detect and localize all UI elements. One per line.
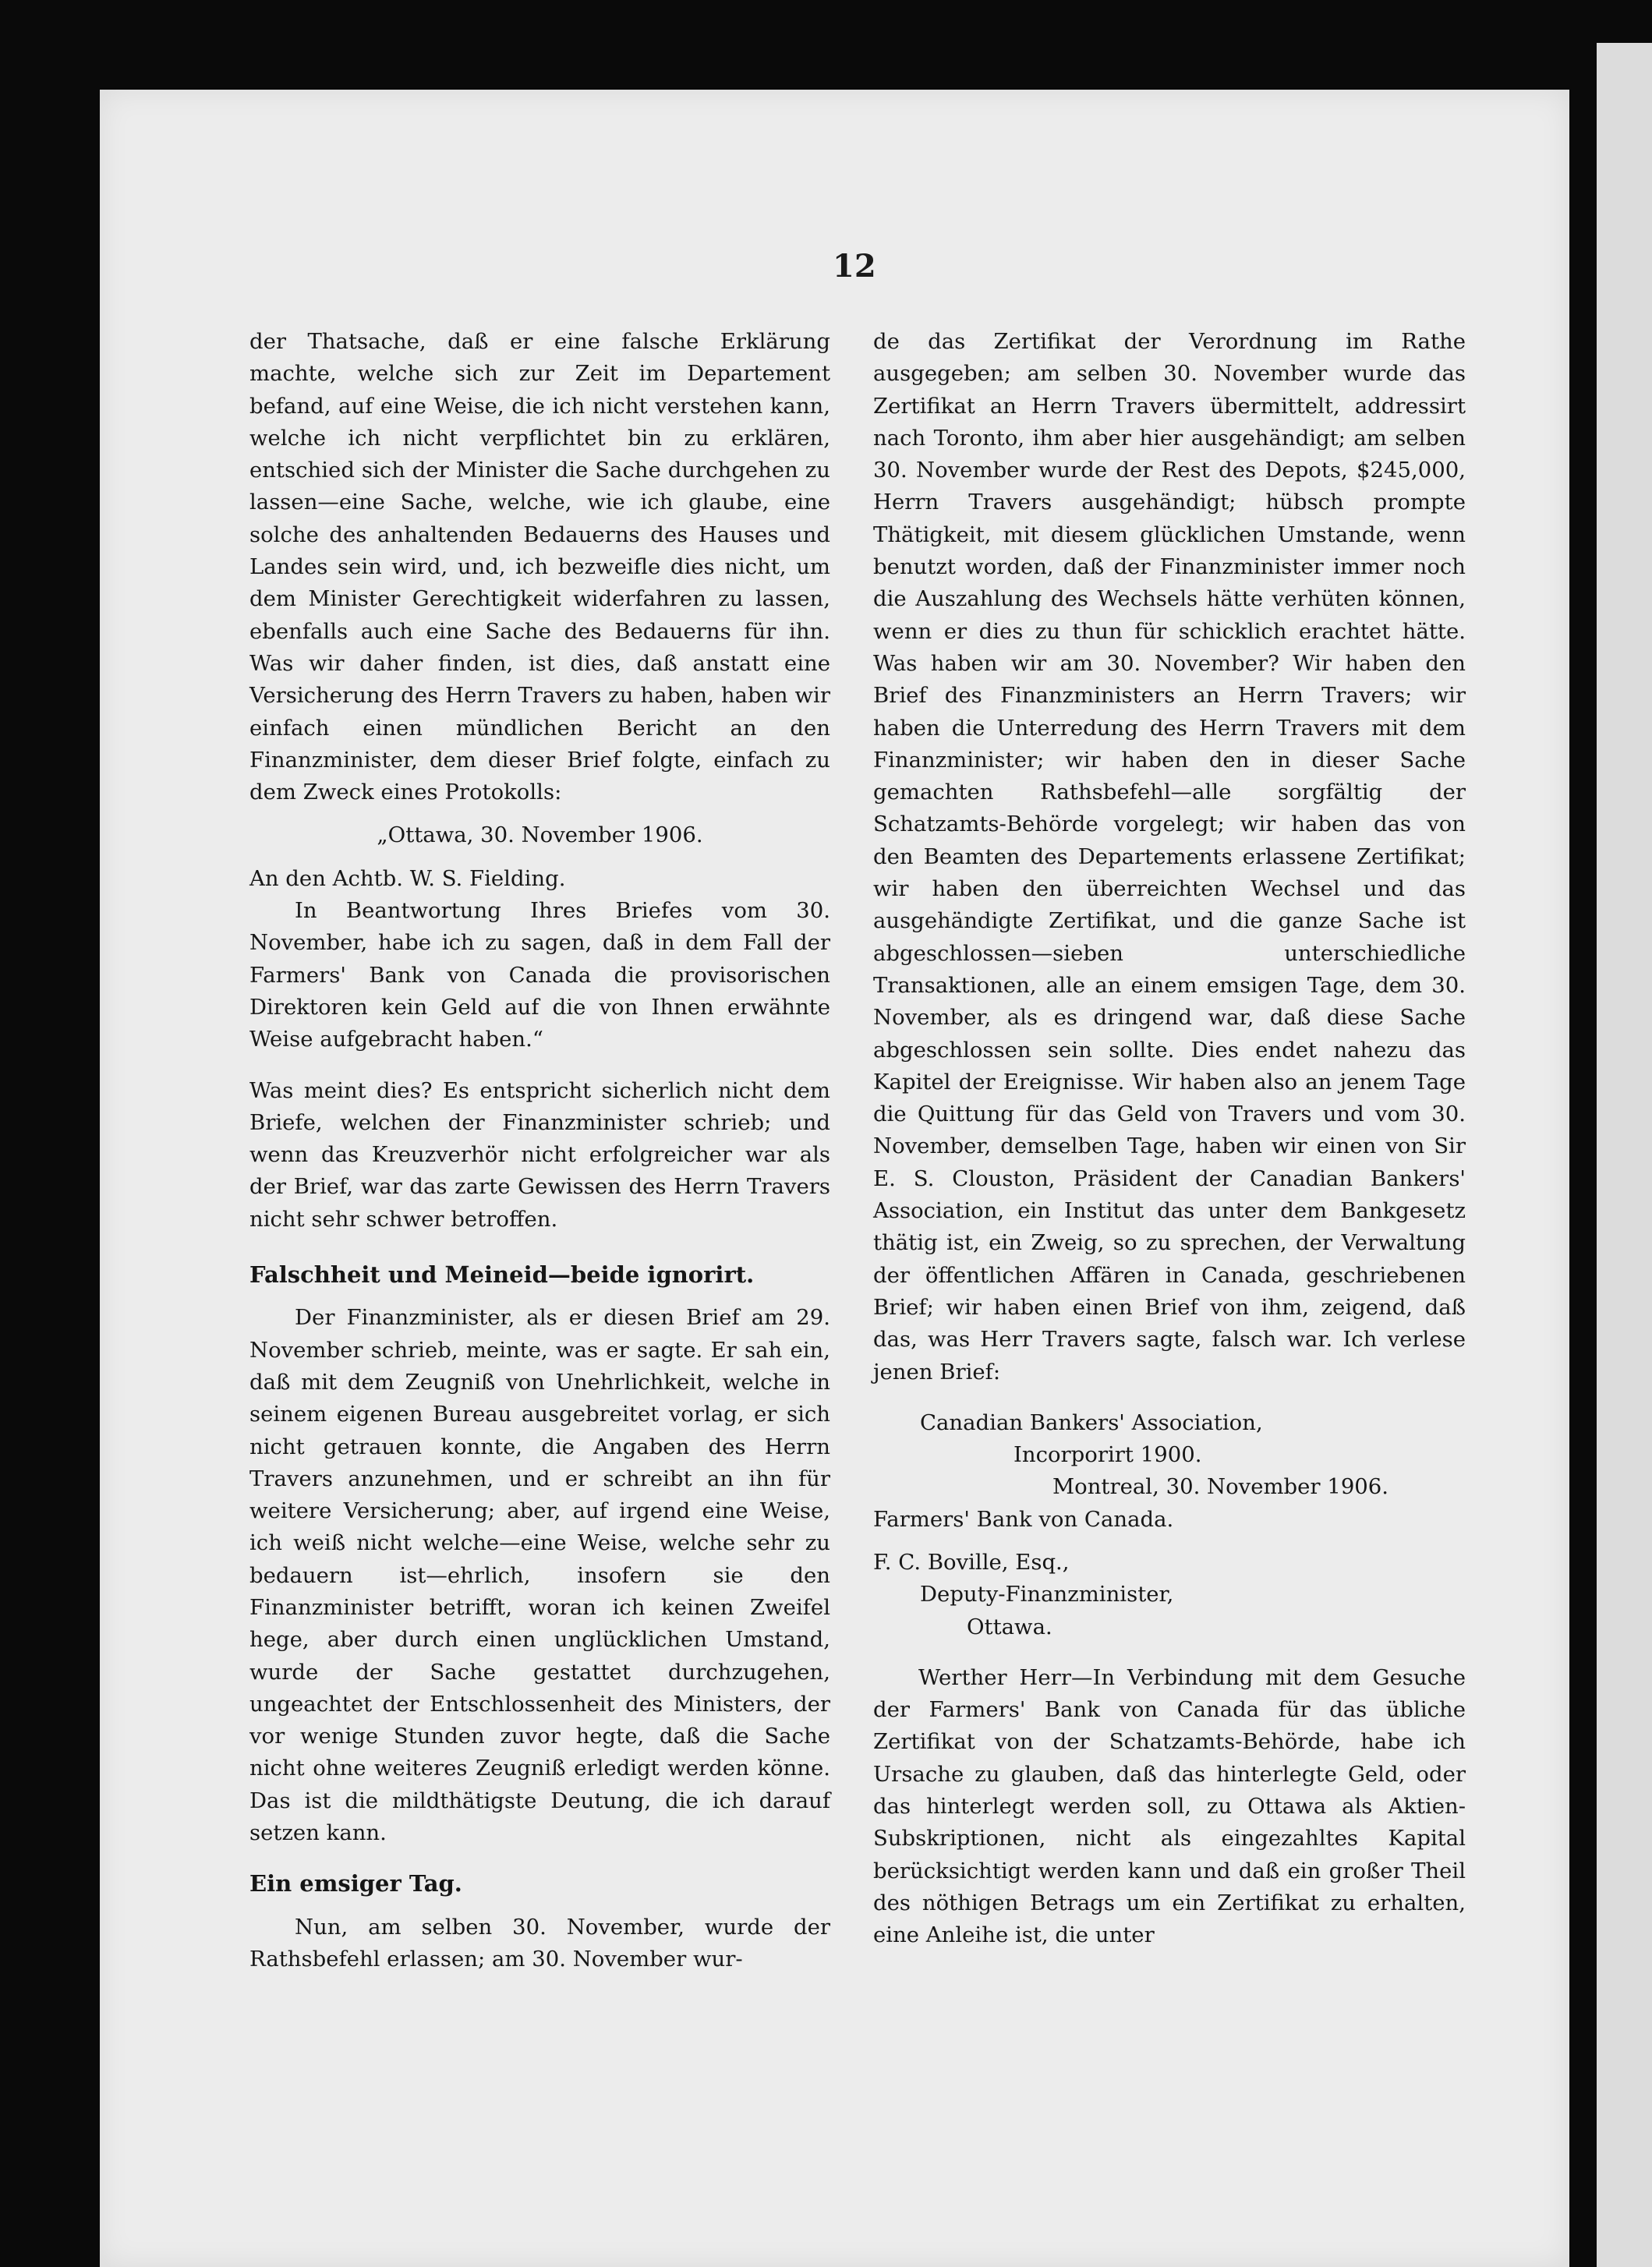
letter-body: Werther Herr—In Verbindung mit dem Gesuche der Farmers' Bank von Canada für das übliche Zertifikat von der Schatzamts-Behörde, habe ich Ursache zu glauben, daß das hinterlegte Geld, oder das hinterlegt werden soll, zu Ottawa als Aktien-Subskriptionen, nicht als eingezahltes Kapital berücksichtigt werden kann und daß ein großer Theil des nöthigen Betrags um ein Zertifikat zu erhalten, eine Anleihe ist, die unter bbox=[873, 1664, 1466, 1948]
letter-date: „Ottawa, 30. November 1906. bbox=[377, 822, 703, 848]
section-heading: Falschheit und Meineid—beide ignorirt. bbox=[249, 1261, 755, 1289]
letter-date: Montreal, 30. November 1906. bbox=[1052, 1474, 1389, 1500]
section-heading: Ein emsiger Tag. bbox=[249, 1870, 462, 1897]
letter-recipient-title: Deputy-Finanzminister, bbox=[920, 1582, 1174, 1607]
letter-addressee: An den Achtb. W. S. Fielding. bbox=[249, 865, 566, 891]
paragraph: Der Finanzminister, als er diesen Brief am 29. November schrieb, meinte, was er sagte. Er sah ein, daß mit dem Zeugniß von Unehrlichkeit, welche in seinem eigenen Bureau ausgebreitet vorlag, er sich nicht getrauen konnte, die Angaben des Herrn Travers anzunehmen, und er schreibt an ihn für weitere Versicherung; aber, auf irgend eine Weise, ich weiß nicht welche—eine Weise, welche sehr zu bedauern ist—ehrlich, insofern sie den Finanzminister betrifft, woran ich keinen Zweifel hege, aber durch einen unglücklichen Umstand, wurde der Sache gestattet durchzugehen, ungeachtet der Entschlossenheit des Ministers, der vor wenige Stunden zuvor hegte, daß die Sache nicht ohne weiteres Zeugniß erledigt werden könne. Das ist die mildthätigste Deutung, die ich darauf setzen kann. bbox=[249, 1305, 830, 1846]
paragraph: Nun, am selben 30. November, wurde der Rathsbefehl erlassen; am 30. November wur- bbox=[249, 1914, 830, 1972]
adjacent-page-edge bbox=[1597, 43, 1652, 2267]
paragraph: Was meint dies? Es entspricht sicherlich nicht dem Briefe, welchen der Finanzminister schrieb; und wenn das Kreuzverhör nicht erfolgreicher war als der Brief, war das zarte Gewissen des Herrn Travers nicht sehr schwer betroffen. bbox=[249, 1077, 830, 1232]
page-number: 12 bbox=[833, 248, 876, 285]
letter-recipient: F. C. Boville, Esq., bbox=[873, 1549, 1070, 1575]
left-column bbox=[249, 326, 830, 1975]
letter-subject: Farmers' Bank von Canada. bbox=[873, 1506, 1174, 1532]
letter-recipient-city: Ottawa. bbox=[967, 1614, 1052, 1639]
right-column bbox=[873, 326, 1466, 1952]
paragraph: de das Zertifikat der Verordnung im Rathe ausgegeben; am selben 30. November wurde das Zertifikat an Herrn Travers übermittelt, addressirt nach Toronto, ihm aber hier ausgehändigt; am selben 30. November wurde der Rest des Depots, $245,000, Herrn Travers ausgehändigt; hübsch prompte Thätigkeit, mit diesem glücklichen Umstande, wenn benutzt worden, daß der Finanzminister immer noch die Auszahlung des Wechsels hätte verhüten können, wenn er dies zu thun für schicklich erachtet hätte. Was haben wir am 30. November? Wir haben den Brief des Finanzministers an Herrn Travers; wir haben die Unterredung des Herrn Travers mit dem Finanzminister; wir haben den in dieser Sache gemachten Rathsbefehl—alle sorgfältig der Schatzamts-Behörde vorgelegt; wir haben das von den Beamten des Departements erlassene Zertifikat; wir haben den überreichten Wechsel und das ausgehändigte Zertifikat, und die ganze Sache ist abgeschlossen—sieben unterschiedliche Transaktionen, alle an einem emsigen Tage, dem 30. November, als es dringend war, daß diese Sache abgeschlossen sein sollte. Dies endet nahezu das Kapitel der Ereignisse. Wir haben also an jenem Tage die Quittung für das Geld von Travers und vom 30. November, demselben Tage, haben wir einen von Sir E. S. Clouston, Präsident der Canadian Bankers' Association, ein Institut das unter dem Bankgesetz thätig ist, ein Zweig, so zu sprechen, der Verwaltung der öffentlichen Affären in Canada, geschriebenen Brief; wir haben einen Brief von ihm, zeigend, daß das, was Herr Travers sagte, falsch war. Ich verlese jenen Brief: bbox=[873, 329, 1466, 1385]
paragraph: der Thatsache, daß er eine falsche Erklärung machte, welche sich zur Zeit im Departement befand, auf eine Weise, die ich nicht verstehen kann, welche ich nicht verpflichtet bin zu erklären, entschied sich der Minister die Sache durchgehen zu lassen—eine Sache, welche, wie ich glaube, eine solche des anhaltenden Bedauerns des Hauses und Landes sein wird, und, ich bezweifle dies nicht, um dem Minister Gerechtigkeit widerfahren zu lassen, ebenfalls auch eine Sache des Bedauerns für ihn. Was wir daher finden, ist dies, daß anstatt eine Versicherung des Herrn Travers zu haben, haben wir einfach einen mündlichen Bericht an den Finanzminister, dem dieser Brief folgte, einfach zu dem Zweck eines Protokolls: bbox=[249, 329, 830, 805]
letterhead-incorporated: Incorporirt 1900. bbox=[1013, 1442, 1202, 1468]
letterhead: Canadian Bankers' Association, bbox=[920, 1409, 1263, 1435]
letter-body: In Beantwortung Ihres Briefes vom 30. November, habe ich zu sagen, daß in dem Fall der Farmers' Bank von Canada die provisorischen Direktoren kein Geld auf die von Ihnen erwähnte Weise aufgebracht haben.“ bbox=[249, 898, 830, 1052]
